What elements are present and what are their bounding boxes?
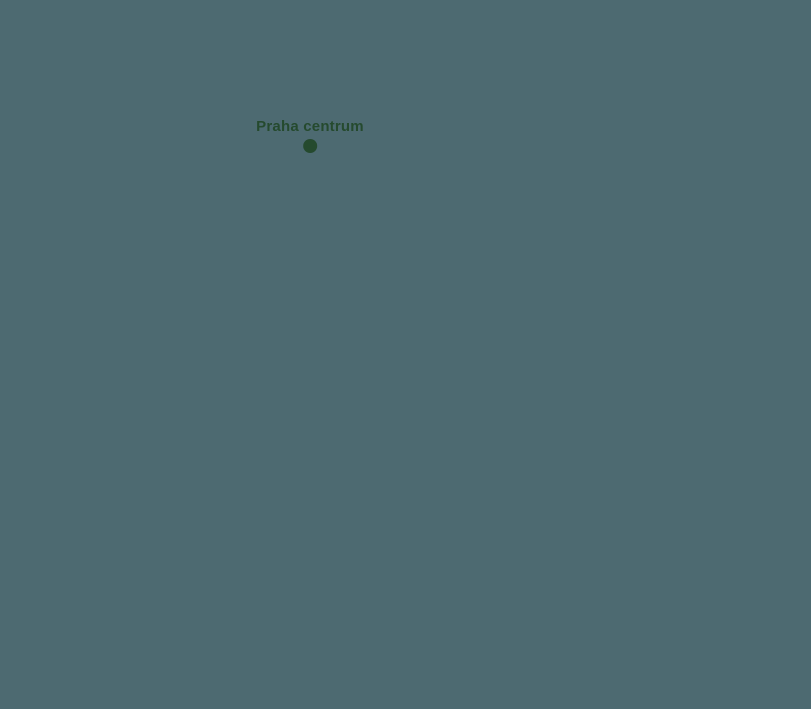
marker-label: Praha centrum <box>256 118 364 135</box>
map-marker-praha-centrum[interactable] <box>256 119 364 153</box>
location-dot-icon <box>303 139 317 153</box>
